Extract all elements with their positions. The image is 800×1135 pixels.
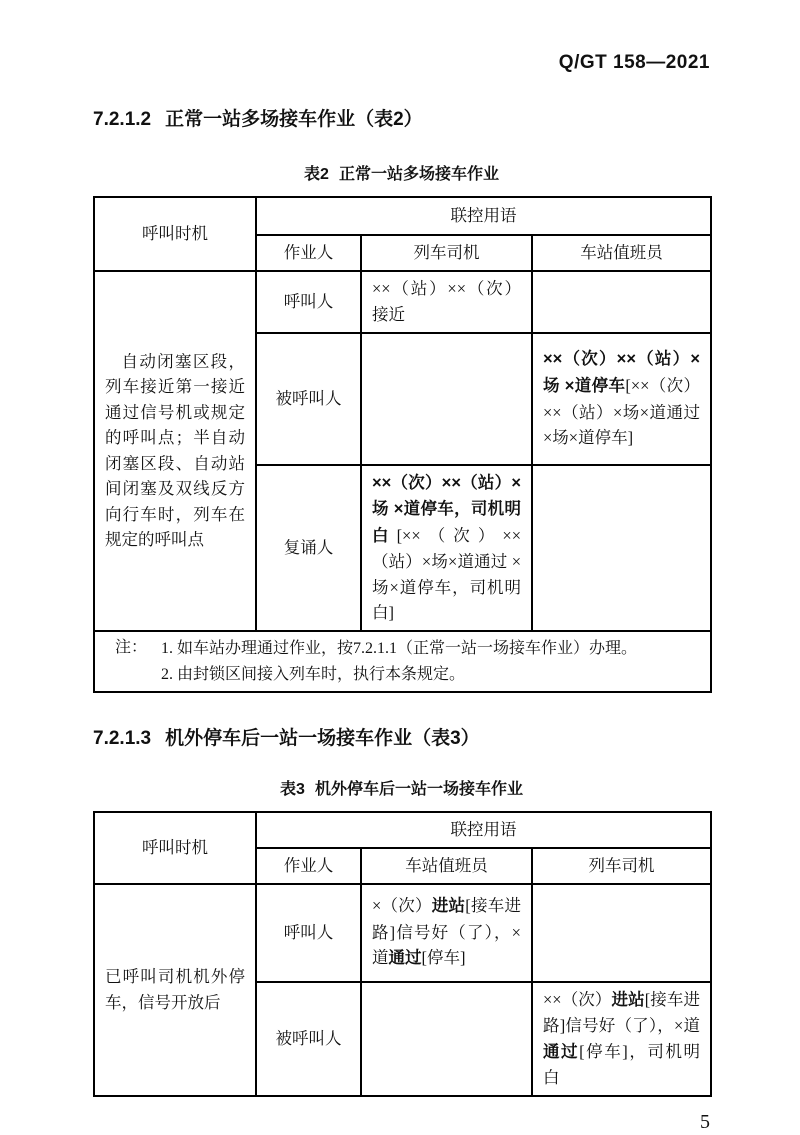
table2-col-header-group: 联控用语 bbox=[256, 197, 711, 235]
page-number: 5 bbox=[700, 1110, 710, 1133]
note-line-2: 2. 由封锁区间接入列车时，执行本条规定。 bbox=[161, 665, 466, 683]
table2-repeat-label: 复诵人 bbox=[256, 465, 361, 631]
note-label: 注： bbox=[115, 638, 148, 656]
table2-col-header-driver: 列车司机 bbox=[361, 235, 532, 271]
table2-caption bbox=[93, 161, 710, 184]
table2-col-header-timing: 呼叫时机 bbox=[94, 197, 256, 271]
table2-called-driver-empty bbox=[361, 333, 532, 465]
table2-caption-label: 表2 bbox=[304, 166, 329, 183]
table2-note-cell bbox=[94, 631, 711, 692]
table2-caller-label: 呼叫人 bbox=[256, 271, 361, 333]
table2-timing-cell bbox=[94, 271, 256, 631]
table-2 bbox=[93, 196, 712, 693]
table2-repeat-attendant-empty bbox=[532, 465, 711, 631]
table3-called-driver-speech: ××（次）进站[接车进路]信号好（了），×道通过[停车]，司机明白 bbox=[532, 982, 711, 1096]
table3-row-caller bbox=[94, 884, 711, 982]
table2-row-caller bbox=[94, 271, 711, 333]
section-heading-7213 bbox=[93, 723, 710, 750]
table3-caller-driver-empty bbox=[532, 884, 711, 982]
table2-caller-attendant-empty bbox=[532, 271, 711, 333]
table3-caption bbox=[93, 776, 710, 799]
table3-timing-text: 已呼叫司机机外停车，信号开放后 bbox=[105, 967, 245, 1012]
table3-col-header-operator: 作业人 bbox=[256, 848, 361, 884]
table2-col-header-operator: 作业人 bbox=[256, 235, 361, 271]
table3-called-label: 被呼叫人 bbox=[256, 982, 361, 1096]
table3-called-attendant-empty bbox=[361, 982, 532, 1096]
table2-header-row-1 bbox=[94, 197, 711, 235]
note-lines bbox=[161, 636, 637, 687]
table3-caption-title: 机外停车后一站一场接车作业 bbox=[314, 781, 523, 799]
section-title: 机外停车后一站一场接车作业（表3） bbox=[165, 728, 480, 750]
table2-repeat-driver-speech: ××（次）××（站）×场 ×道停车，司机明白[××（次）××（站）×场×道通过 ×场×道停车，司机明白] bbox=[361, 465, 532, 631]
table3-caller-label: 呼叫人 bbox=[256, 884, 361, 982]
section-title: 正常一站多场接车作业（表2） bbox=[165, 109, 423, 130]
table3-header-row-1 bbox=[94, 812, 711, 848]
table2-caller-driver-speech: ××（站）××（次）接近 bbox=[361, 271, 532, 333]
table2-col-header-attendant: 车站值班员 bbox=[532, 235, 711, 271]
table3-col-header-attendant: 车站值班员 bbox=[361, 848, 532, 884]
table2-caption-title: 正常一站多场接车作业 bbox=[338, 166, 499, 183]
table3-col-header-driver: 列车司机 bbox=[532, 848, 711, 884]
section-heading-7212 bbox=[93, 104, 710, 131]
table2-timing-text: 自动闭塞区段，列车接近第一接近通过信号机或规定的呼叫点；半自动闭塞区段、自动站间闭塞及双线反方向行车时，列车在规定的呼叫点 bbox=[105, 351, 245, 550]
table2-called-attendant-speech: ××（次）××（站）×场 ×道停车[××（次）××（站）×场×道通过 ×场×道停车] bbox=[532, 333, 711, 465]
table3-caller-attendant-speech: ×（次）进站[接车进路]信号好（了），×道通过[停车] bbox=[361, 884, 532, 982]
table3-col-header-timing: 呼叫时机 bbox=[94, 812, 256, 884]
note-line-1: 1. 如车站办理通过作业，按7.2.1.1（正常一站一场接车作业）办理。 bbox=[161, 639, 638, 657]
table2-note bbox=[105, 636, 700, 687]
table3-col-header-group: 联控用语 bbox=[256, 812, 711, 848]
section-number: 7.2.1.2 bbox=[93, 109, 152, 130]
table2-called-label: 被呼叫人 bbox=[256, 333, 361, 465]
table-3 bbox=[93, 811, 712, 1097]
table3-timing-cell bbox=[94, 884, 256, 1096]
table3-caption-label: 表3 bbox=[280, 781, 305, 799]
section-number: 7.2.1.3 bbox=[93, 728, 152, 750]
doc-number: Q/GT 158—2021 bbox=[558, 52, 710, 73]
table2-note-row bbox=[94, 631, 711, 692]
